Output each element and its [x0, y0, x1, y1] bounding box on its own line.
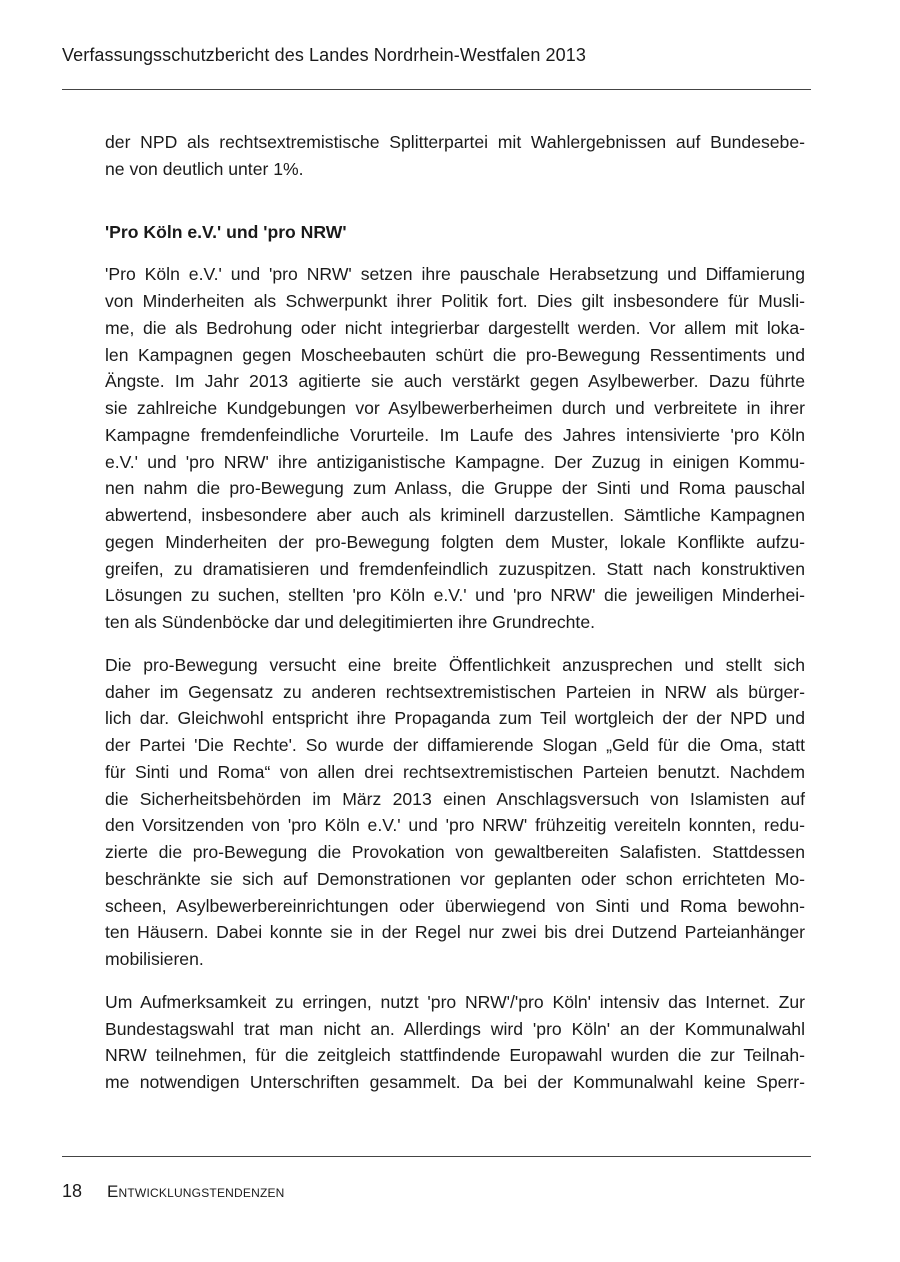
paragraph-3	[105, 989, 805, 1096]
text-line: sie zahlreiche Kundgebungen vor Asylbewerberheimen durch und verbreitete in ihrer	[105, 398, 805, 418]
text-line: me, die als Bedrohung oder nicht integrierbar dargestellt werden. Vor allem mit loka-	[105, 317, 805, 338]
text-line: daher im Gegensatz zu anderen rechtsextremistischen Parteien in NRW als bürger-	[105, 681, 805, 702]
text-line: lich dar. Gleichwohl entspricht ihre Propaganda zum Teil wortgleich der der NPD und	[105, 708, 805, 729]
text-line: gegen Minderheiten der pro-Bewegung folgten dem Muster, lokale Konflikte aufzu-	[105, 531, 805, 552]
text-line: die Sicherheitsbehörden im März 2013 einen Anschlagsversuch von Islamisten auf	[105, 788, 805, 809]
text-line: der NPD als rechtsextremistische Splitterpartei mit Wahlergebnissen auf Bundesebe-	[105, 132, 805, 152]
footer-section-title: Entwicklungstendenzen	[107, 1182, 285, 1201]
text-line: Kampagne fremdenfeindliche Vorurteile. Im Laufe des Jahres intensivierte 'pro Köln	[105, 424, 805, 445]
page-number: 18	[62, 1181, 83, 1201]
text-line: me notwendigen Unterschriften gesammelt. Da bei der Kommunalwahl keine Sperr-	[105, 1072, 805, 1092]
text-line: NRW teilnehmen, für die zeitgleich stattfindende Europawahl wurden die zur Teilnah-	[105, 1045, 805, 1066]
text-line: der Partei 'Die Rechte'. So wurde der diffamierende Slogan „Geld für die Oma, statt	[105, 735, 805, 755]
body-text	[105, 129, 805, 1112]
running-footer	[62, 1181, 285, 1202]
text-line: Lösungen zu suchen, stellten 'pro Köln e.V.' und 'pro NRW' die jeweiligen Minderhei-	[105, 585, 805, 606]
text-line: von Minderheiten als Schwerpunkt ihrer Politik fort. Dies gilt insbesondere für Musli-	[105, 291, 805, 311]
text-line: abwertend, insbesondere aber auch als kriminell darzustellen. Sämtliche Kampagnen	[105, 505, 805, 525]
text-line: ten als Sündenböcke dar und delegitimierten ihre Grundrechte.	[105, 612, 595, 632]
paragraph-2	[105, 652, 805, 973]
text-line: nen nahm die pro-Bewegung zum Anlass, die Gruppe der Sinti und Roma pauschal	[105, 478, 805, 499]
header-rule	[62, 89, 811, 90]
text-line: zierte die pro-Bewegung die Provokation von gewaltbereiten Salafisten. Stattdessen	[105, 842, 805, 862]
text-line: e.V.' und 'pro NRW' ihre antiziganistische Kampagne. Der Zuzug in einigen Kommu-	[105, 451, 805, 472]
text-line: den Vorsitzenden von 'pro Köln e.V.' und 'pro NRW' frühzeitig vereiteln konnten, redu-	[105, 815, 805, 836]
text-line: ne von deutlich unter 1%.	[105, 158, 304, 179]
running-header: Verfassungsschutzbericht des Landes Nordrhein-Westfalen 2013	[62, 45, 586, 65]
text-line: mobilisieren.	[105, 949, 204, 969]
text-line: 'Pro Köln e.V.' und 'pro NRW' setzen ihre pauschale Herabsetzung und Diffamierung	[105, 264, 805, 285]
text-line: Ängste. Im Jahr 2013 agitierte sie auch verstärkt gegen Asylbewerber. Dazu führte	[105, 371, 805, 392]
text-line: Bundestagswahl trat man nicht an. Allerdings wird 'pro Köln' an der Kommunalwahl	[105, 1018, 805, 1039]
footer-rule	[62, 1156, 811, 1157]
text-line: ten Häusern. Dabei konnte sie in der Regel nur zwei bis drei Dutzend Parteianhänger	[105, 922, 805, 943]
text-line: greifen, zu dramatisieren und fremdenfeindlich zuzuspitzen. Statt nach konstruktiven	[105, 558, 805, 579]
text-line: für Sinti und Roma“ von allen drei rechtsextremistischen Parteien benutzt. Nachdem	[105, 761, 805, 782]
text-line: Um Aufmerksamkeit zu erringen, nutzt 'pro NRW'/'pro Köln' intensiv das Internet. Zur	[105, 991, 805, 1012]
text-line: len Kampagnen gegen Moscheebauten schürt die pro-Bewegung Ressentiments und	[105, 344, 805, 365]
text-line: beschränkte sie sich auf Demonstrationen vor geplanten oder schon errichteten Mo-	[105, 868, 805, 889]
section-heading: 'Pro Köln e.V.' und 'pro NRW'	[105, 221, 347, 242]
text-line: scheen, Asylbewerbereinrichtungen oder überwiegend von Sinti und Roma bewohn-	[105, 895, 805, 916]
paragraph-1	[105, 261, 805, 636]
text-line: Die pro-Bewegung versucht eine breite Öffentlichkeit anzusprechen und stellt sich	[105, 654, 805, 675]
intro-paragraph	[105, 129, 805, 183]
